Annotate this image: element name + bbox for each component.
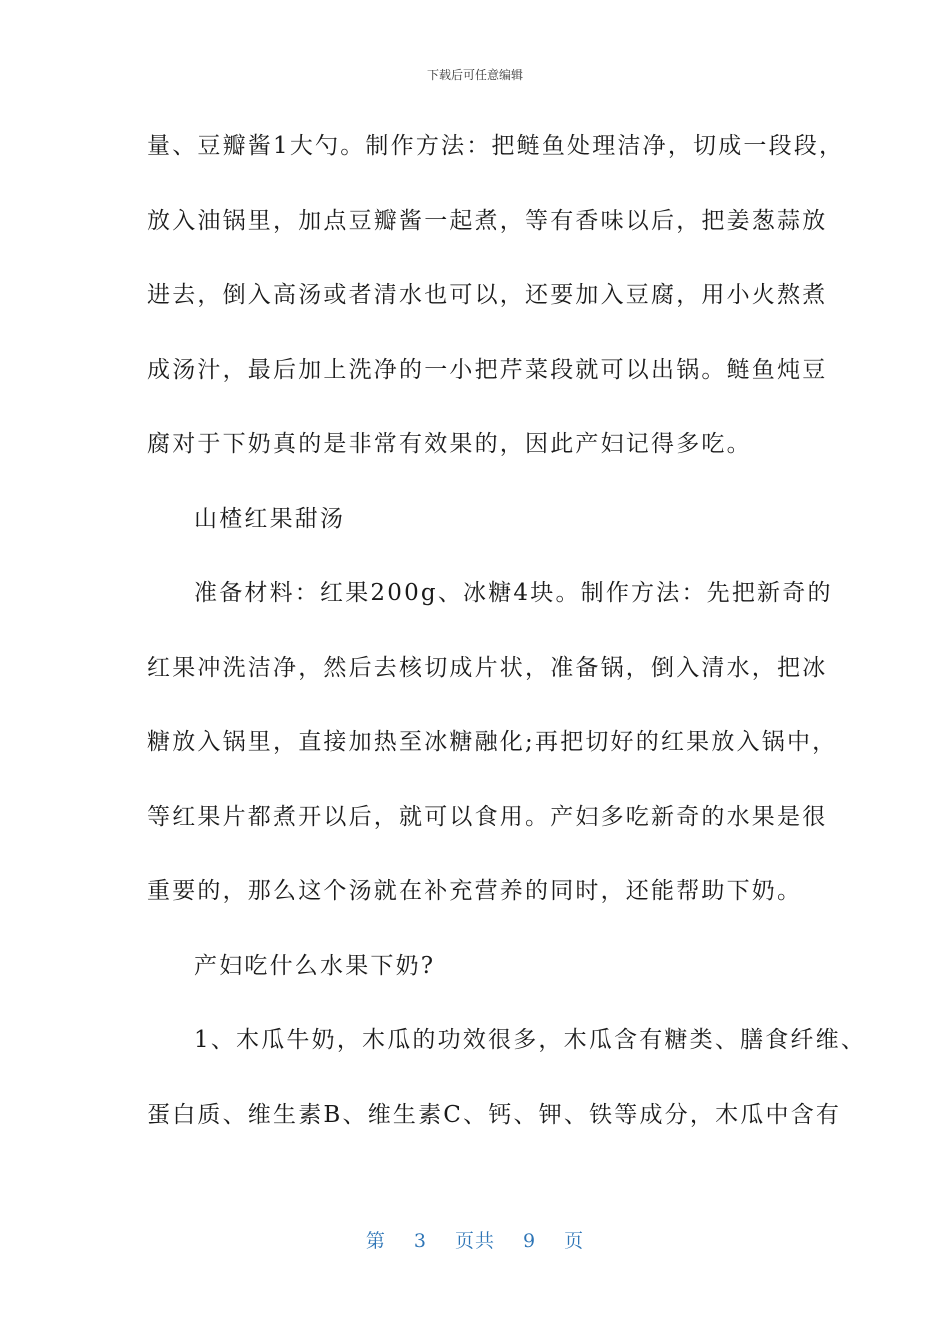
- text-line: 量、豆瓣酱1大勺。制作方法：把鲢鱼处理洁净，切成一段段，: [147, 133, 845, 159]
- text-line: 腐对于下奶真的是非常有效果的，因此产妇记得多吃。: [147, 431, 752, 457]
- text-line: 1、木瓜牛奶，木瓜的功效很多，木瓜含有糖类、膳食纤维、: [194, 1027, 867, 1053]
- text-line: 准备材料：红果200g、冰糖4块。制作方法：先把新奇的: [194, 580, 833, 606]
- text-line: 红果冲洗洁净，然后去核切成片状，准备锅，倒入清水，把冰: [147, 654, 828, 681]
- section-heading: 产妇吃什么水果下奶?: [194, 952, 436, 979]
- text-line: 重要的，那么这个汤就在补充营养的同时，还能帮助下奶。: [147, 878, 803, 904]
- page-suffix: 页: [564, 1230, 585, 1252]
- text-line: 进去，倒入高汤或者清水也可以，还要加入豆腐，用小火熬煮: [147, 282, 828, 308]
- total-pages: 9: [523, 1230, 537, 1252]
- page-prefix: 第: [365, 1230, 386, 1252]
- text-line: 放入油锅里，加点豆瓣酱一起煮，等有香味以后，把姜葱蒜放: [147, 207, 828, 234]
- current-page-number: 3: [413, 1230, 427, 1252]
- page-footer: [0, 1226, 950, 1253]
- page-header: 下载后可任意编辑: [426, 68, 523, 82]
- text-line: 糖放入锅里，直接加热至冰糖融化;再把切好的红果放入锅中，: [147, 729, 838, 755]
- section-heading: 山楂红果甜汤: [194, 505, 346, 532]
- document-body: [147, 124, 867, 1167]
- text-line: 成汤汁，最后加上洗净的一小把芹菜段就可以出锅。鲢鱼炖豆: [147, 356, 828, 383]
- text-line: 等红果片都煮开以后，就可以食用。产妇多吃新奇的水果是很: [147, 803, 828, 830]
- text-line: 蛋白质、维生素B、维生素C、钙、钾、铁等成分，木瓜中含有: [147, 1101, 842, 1128]
- page-mid: 页共: [454, 1230, 495, 1252]
